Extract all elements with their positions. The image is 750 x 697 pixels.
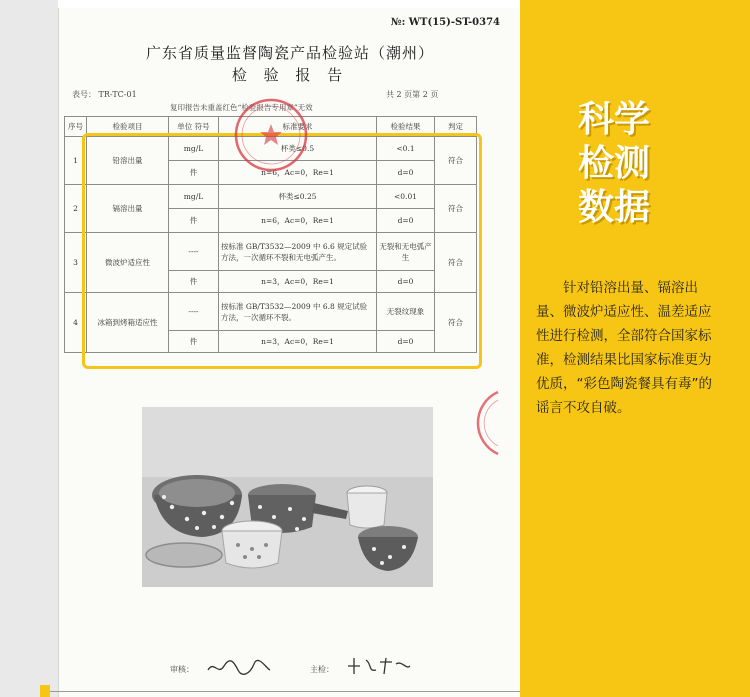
row-no: 4 — [65, 293, 87, 353]
row-item: 镉溶出量 — [87, 185, 169, 233]
panel-headline — [578, 98, 688, 230]
row-result: d=0 — [377, 331, 435, 353]
row-unit: 件 — [169, 209, 219, 233]
row-requirement: n=6，Ac=0，Re=1 — [219, 209, 377, 233]
row-unit: mg/L — [169, 185, 219, 209]
row-verdict: 符合 — [435, 233, 477, 293]
row-unit: mg/L — [169, 137, 219, 161]
row-verdict: 符合 — [435, 293, 477, 353]
row-unit: 件 — [169, 161, 219, 185]
product-photo — [142, 407, 433, 587]
row-verdict: 符合 — [435, 137, 477, 185]
row-verdict: 符合 — [435, 185, 477, 233]
row-requirement: 杯类≤0.5 — [219, 137, 377, 161]
row-result: d=0 — [377, 271, 435, 293]
row-result: d=0 — [377, 209, 435, 233]
row-item: 微波炉适应性 — [87, 233, 169, 293]
row-no: 1 — [65, 137, 87, 185]
headline-line: 检测 — [578, 143, 651, 184]
row-result: 无裂纹现象 — [377, 293, 435, 331]
bottom-marker — [40, 685, 50, 697]
report-subtitle: 检 验 报 告 — [231, 66, 349, 84]
header-unit: 单位 符号 — [169, 117, 219, 137]
row-item: 冰箱到烤箱适应性 — [87, 293, 169, 353]
report-title: 广东省质量监督陶瓷产品检验站（潮州） — [145, 44, 434, 62]
document-number: №: WT(15)-ST-0374 — [390, 17, 500, 28]
red-seal-stamp-icon — [232, 96, 310, 174]
row-requirement: n=3，Ac=0，Re=1 — [219, 271, 377, 293]
row-requirement: n=3，Ac=0，Re=1 — [219, 331, 377, 353]
form-code: 表号： TR-TC-01 — [72, 90, 137, 99]
headline-line: 数据 — [578, 187, 651, 228]
reviewer-label: 审核： — [170, 665, 194, 674]
header-item: 检验项目 — [87, 117, 169, 137]
row-no: 2 — [65, 185, 87, 233]
left-margin-strip — [0, 0, 58, 697]
headline-line: 科学 — [578, 99, 651, 140]
row-result: <0.1 — [377, 137, 435, 161]
row-requirement: 杯类≤0.25 — [219, 185, 377, 209]
row-unit: 件 — [169, 271, 219, 293]
row-result: 无裂和无电弧产生 — [377, 233, 435, 271]
reviewer-signature — [204, 656, 274, 678]
inspector-label: 主检： — [310, 665, 334, 674]
page-info: 共 2 页第 2 页 — [386, 90, 439, 99]
header-result: 检验结果 — [377, 117, 435, 137]
row-requirement: n=6，Ac=0，Re=1 — [219, 161, 377, 185]
row-unit: ---- — [169, 233, 219, 271]
copy-note: 复印报告未重盖红色“检验报告专用章”无效 — [170, 103, 313, 112]
header-verdict: 判定 — [435, 117, 477, 137]
row-no: 3 — [65, 233, 87, 293]
row-unit: ---- — [169, 293, 219, 331]
panel-body-text: 针对铅溶出量、镉溶出量、微波炉适应性、温差适应性进行检测，全部符合国家标准，检测结果比国家标准更为优质，“彩色陶瓷餐具有毒”的谣言不攻自破。 — [536, 280, 712, 416]
header-requirement: 标准要求 — [219, 117, 377, 137]
row-unit: 件 — [169, 331, 219, 353]
row-result: d=0 — [377, 161, 435, 185]
header-no: 序号 — [65, 117, 87, 137]
bottom-divider — [40, 691, 520, 692]
inspector-signature — [344, 654, 414, 678]
row-item: 铅溶出量 — [87, 137, 169, 185]
red-side-stamp-icon — [460, 388, 500, 458]
row-requirement: 按标准 GB/T3532—2009 中 6.8 规定试验方法，一次循环不裂。 — [219, 293, 377, 331]
row-result: <0.01 — [377, 185, 435, 209]
row-requirement: 按标准 GB/T3532—2009 中 6.6 规定试验方法，一次循环不裂和无电弧产生。 — [219, 233, 377, 271]
